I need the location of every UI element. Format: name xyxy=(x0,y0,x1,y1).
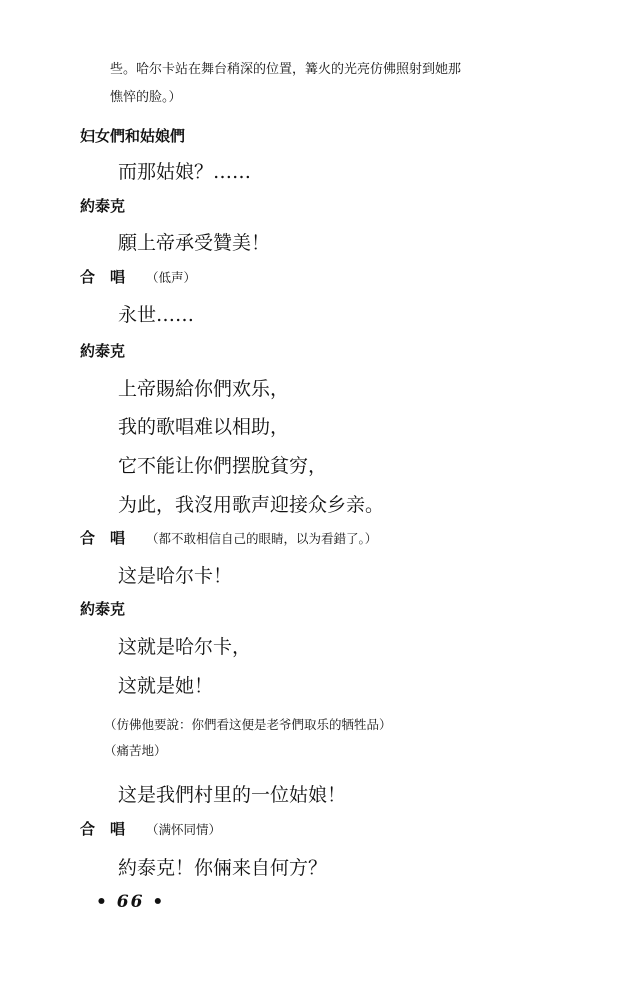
stage-direction: （满怀同情） xyxy=(146,822,222,837)
verse-line: 上帝賜給你們欢乐， xyxy=(118,378,290,400)
verse-line: 这是我們村里的一位姑娘！ xyxy=(118,784,347,806)
speaker-jontek: 約泰克 xyxy=(80,342,126,360)
verse-line: 而那姑娘？…… xyxy=(118,161,252,183)
stage-direction: （都不敢相信自己的眼睛，以为看錯了。） xyxy=(146,531,378,546)
verse-line: 这就是她！ xyxy=(118,675,214,697)
stage-note: （痛苦地） xyxy=(104,743,167,758)
speaker-chorus: 合 唱 xyxy=(80,820,126,838)
intro-line-1: 些。哈尔卡站在舞台稍深的位置，篝火的光亮仿佛照射到她那 xyxy=(110,62,462,77)
page-number: • 66 • xyxy=(96,892,166,912)
speaker-chorus: 合 唱 xyxy=(80,268,126,286)
verse-line: 它不能让你們摆脫貧穷， xyxy=(118,455,328,477)
speaker-jontek: 約泰克 xyxy=(80,600,126,618)
verse-line: 这就是哈尔卡， xyxy=(118,636,252,658)
verse-line: 約泰克！你倆来自何方？ xyxy=(118,857,328,879)
verse-line: 这是哈尔卡！ xyxy=(118,565,233,587)
intro-line-2: 憔悴的脸。） xyxy=(110,90,182,105)
speaker-women-girls: 妇女們和姑娘們 xyxy=(80,127,186,145)
verse-line: 願上帝承受贊美！ xyxy=(118,232,271,254)
verse-line: 我的歌唱难以相助， xyxy=(118,416,290,438)
stage-direction: （低声） xyxy=(146,270,197,285)
verse-line: 永世…… xyxy=(118,304,195,326)
verse-line: 为此，我沒用歌声迎接众乡亲。 xyxy=(118,494,385,516)
speaker-jontek: 約泰克 xyxy=(80,197,126,215)
stage-note: （仿佛他要說：你們看这便是老爷們取乐的牺牲品） xyxy=(104,717,392,732)
speaker-chorus: 合 唱 xyxy=(80,529,126,547)
